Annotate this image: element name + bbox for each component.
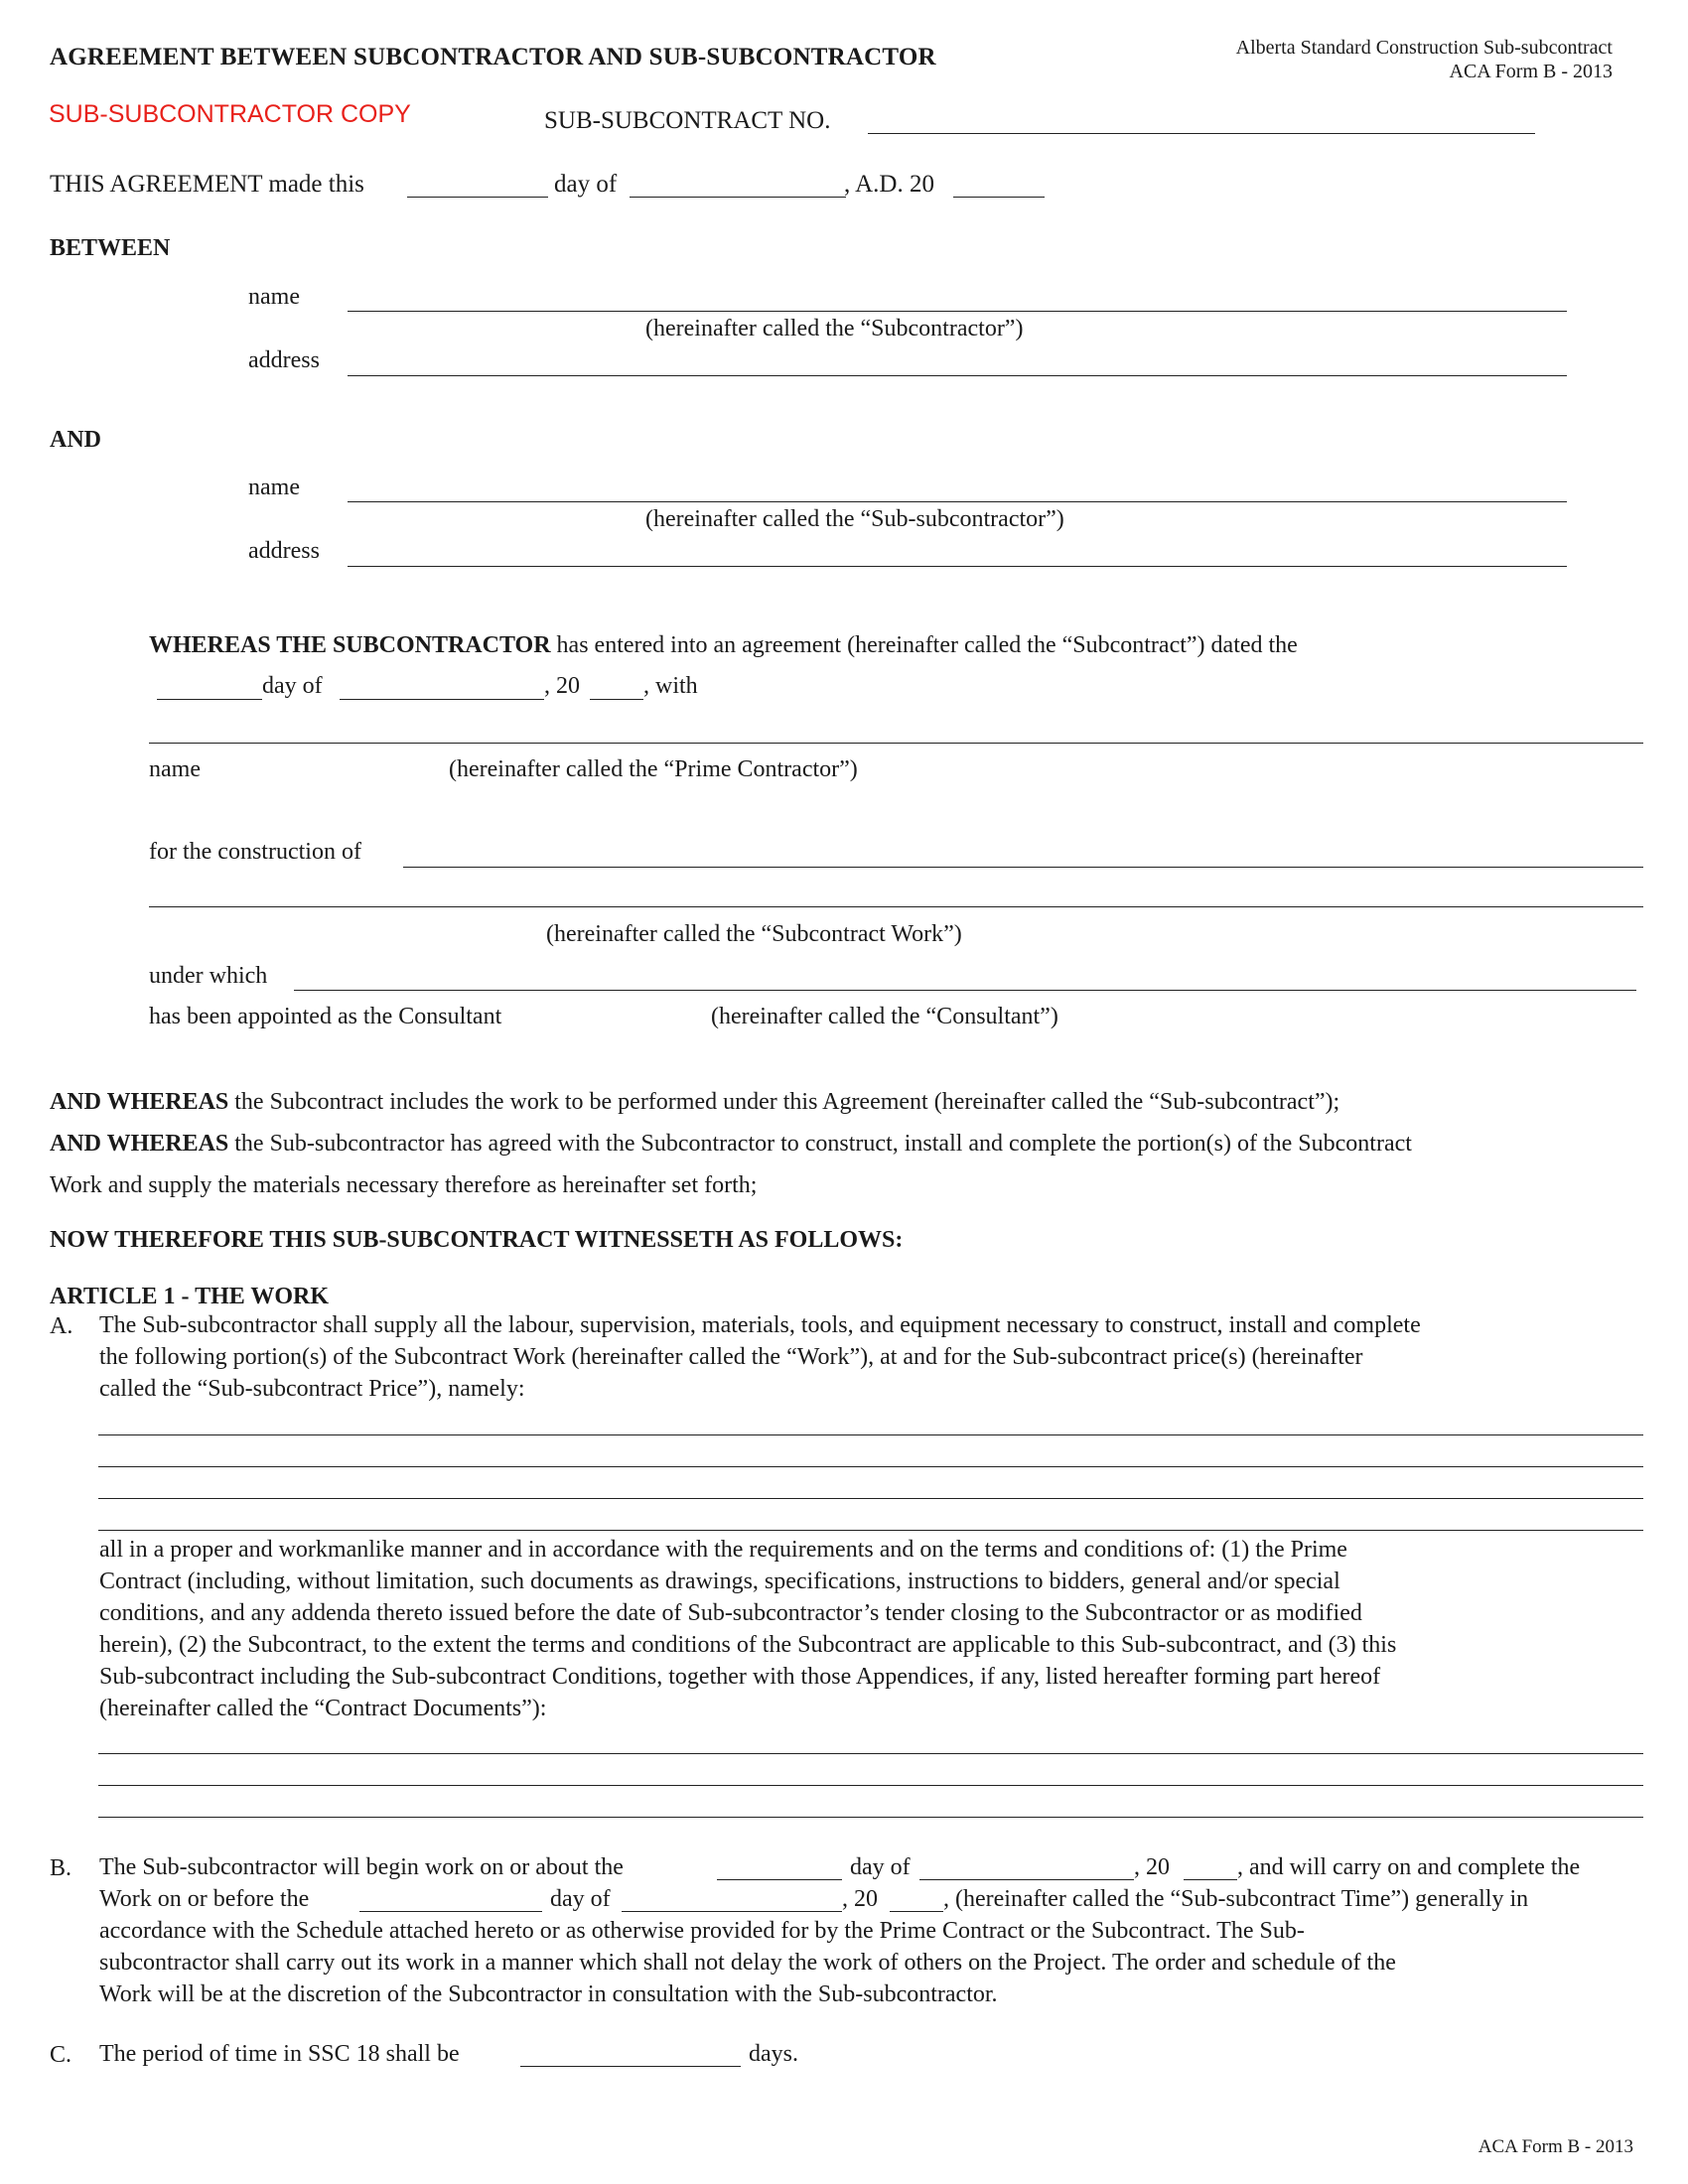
form-number: ACA Form B - 2013 <box>1449 61 1613 82</box>
footer-form-id: ACA Form B - 2013 <box>1477 2136 1633 2157</box>
clause-a2-line-1: all in a proper and workmanlike manner and in accordance with the requirements and on the terms and conditions of: (1) the Prime <box>99 1537 1347 1563</box>
document-title: AGREEMENT BETWEEN SUBCONTRACTOR AND SUB-SUBCONTRACTOR <box>50 44 936 70</box>
clause-b-line-1b: day of <box>850 1854 911 1880</box>
completion-day-field[interactable] <box>359 1911 542 1912</box>
subcontractor-caption: (hereinafter called the “Subcontractor”) <box>645 316 1024 341</box>
recital-1 <box>50 1086 1339 1118</box>
clause-b-line-2b: day of <box>550 1886 611 1912</box>
clause-a-line-2: the following portion(s) of the Subcontract Work (hereinafter called the “Work”), at and for the Sub-subcontract price(s) (hereinafter <box>99 1344 1363 1370</box>
consultant-name-field[interactable] <box>294 990 1636 991</box>
agreement-year-label: , A.D. 20 <box>844 171 934 198</box>
clause-b-line-4: subcontractor shall carry out its work in a manner which shall not delay the work of others on the Project. The order and schedule of the <box>99 1950 1396 1976</box>
witnesseth-heading: NOW THEREFORE THIS SUB-SUBCONTRACT WITNESSETH AS FOLLOWS: <box>50 1227 904 1253</box>
recital-2-continued: Work and supply the materials necessary therefore as hereinafter set forth; <box>50 1172 758 1198</box>
prime-contractor-name-field[interactable] <box>149 743 1643 744</box>
contract-no-label: SUB-SUBCONTRACT NO. <box>544 107 831 134</box>
sub-subcontractor-address-field[interactable] <box>348 566 1567 567</box>
subcontractor-address-label: address <box>248 347 320 373</box>
clause-b-line-1d: , and will carry on and complete the <box>1237 1854 1581 1880</box>
and-heading: AND <box>50 427 101 453</box>
under-which-label: under which <box>149 963 268 989</box>
construction-of-field[interactable] <box>403 867 1643 868</box>
completion-year-field[interactable] <box>890 1911 943 1912</box>
construction-of-label: for the construction of <box>149 839 361 865</box>
subcontract-month-field[interactable] <box>340 699 544 700</box>
clause-a2-line-5: Sub-subcontract including the Sub-subcontract Conditions, together with those Appendices, if any, listed hereafter forming part hereof <box>99 1664 1381 1690</box>
subcontractor-address-field[interactable] <box>348 375 1567 376</box>
clause-b-line-2a: Work on or before the <box>99 1886 310 1912</box>
clause-c-marker: C. <box>50 2042 72 2068</box>
clause-b-marker: B. <box>50 1855 72 1881</box>
subcontract-year-field[interactable] <box>590 699 643 700</box>
contract-documents-line-3[interactable] <box>98 1817 1643 1818</box>
clause-a-marker: A. <box>50 1313 73 1339</box>
clause-a2-line-3: conditions, and any addenda thereto issued before the date of Sub-subcontractor’s tender closing to the Subcontractor or as modified <box>99 1600 1362 1626</box>
subcontract-work-caption: (hereinafter called the “Subcontract Work”) <box>546 921 962 947</box>
clause-a-line-1: The Sub-subcontractor shall supply all the labour, supervision, materials, tools, and equipment necessary to construct, install and complete <box>99 1312 1421 1338</box>
subcontractor-name-label: name <box>248 284 300 310</box>
whereas-text: has entered into an agreement (hereinafter called the “Subcontract”) dated the <box>550 632 1298 658</box>
article-1-heading: ARTICLE 1 - THE WORK <box>50 1284 329 1309</box>
work-description-line-2[interactable] <box>98 1466 1643 1467</box>
subcontract-year-label: , 20 <box>544 673 580 699</box>
recital-2 <box>50 1128 1412 1160</box>
agreement-year-field[interactable] <box>953 197 1045 198</box>
sub-subcontractor-address-label: address <box>248 538 320 564</box>
start-day-field[interactable] <box>717 1879 842 1880</box>
clause-a-line-3: called the “Sub-subcontract Price”), namely: <box>99 1376 525 1402</box>
whereas-lead: WHEREAS THE SUBCONTRACTOR <box>149 632 551 658</box>
clause-c-text-b: days. <box>749 2041 798 2067</box>
whereas-line <box>149 632 1298 659</box>
agreement-made-label: THIS AGREEMENT made this <box>50 171 364 198</box>
agreement-day-field[interactable] <box>407 197 548 198</box>
construction-of-field-2[interactable] <box>149 906 1643 907</box>
agreement-month-field[interactable] <box>630 197 846 198</box>
recital-2-text: the Sub-subcontractor has agreed with the Subcontractor to construct, install and complete the portion(s) of the Subcontract <box>228 1131 1412 1157</box>
standard-name: Alberta Standard Construction Sub-subcontract <box>1235 37 1613 59</box>
recital-1-lead: AND WHEREAS <box>50 1089 229 1115</box>
clause-a2-line-4: herein), (2) the Subcontract, to the extent the terms and conditions of the Subcontract are applicable to this Sub-subcontract, and (3) this <box>99 1632 1397 1658</box>
form-standard-block <box>1236 36 1613 83</box>
subcontract-day-field[interactable] <box>157 699 262 700</box>
start-month-field[interactable] <box>919 1879 1134 1880</box>
work-description-line-3[interactable] <box>98 1498 1643 1499</box>
clause-b-line-2d: , (hereinafter called the “Sub-subcontract Time”) generally in <box>943 1886 1529 1912</box>
sub-subcontractor-name-label: name <box>248 475 300 500</box>
consultant-caption: (hereinafter called the “Consultant”) <box>711 1004 1058 1029</box>
clause-b-line-2c: , 20 <box>842 1886 878 1912</box>
work-description-line-4[interactable] <box>98 1530 1643 1531</box>
clause-b-line-5: Work will be at the discretion of the Subcontractor in consultation with the Sub-subcontractor. <box>99 1981 998 2007</box>
subcontractor-name-field[interactable] <box>348 311 1567 312</box>
sub-subcontractor-caption: (hereinafter called the “Sub-subcontractor”) <box>645 506 1064 532</box>
contract-documents-line-1[interactable] <box>98 1753 1643 1754</box>
appointed-consultant-label: has been appointed as the Consultant <box>149 1004 502 1029</box>
copy-label: SUB-SUBCONTRACTOR COPY <box>49 100 411 128</box>
contract-no-field[interactable] <box>868 133 1535 134</box>
prime-contractor-caption: (hereinafter called the “Prime Contractor”) <box>449 756 858 782</box>
between-heading: BETWEEN <box>50 235 171 261</box>
clause-b-line-3: accordance with the Schedule attached hereto or as otherwise provided for by the Prime Contract or the Subcontract. The Sub- <box>99 1918 1305 1944</box>
clause-c-text-a: The period of time in SSC 18 shall be <box>99 2041 460 2067</box>
clause-a2-line-6: (hereinafter called the “Contract Documents”): <box>99 1696 547 1721</box>
recital-1-text: the Subcontract includes the work to be performed under this Agreement (hereinafter called the “Sub-subcontract”); <box>228 1089 1340 1115</box>
start-year-field[interactable] <box>1184 1879 1237 1880</box>
sub-subcontractor-name-field[interactable] <box>348 501 1567 502</box>
clause-b-line-1c: , 20 <box>1134 1854 1170 1880</box>
subcontract-with-label: , with <box>643 673 698 699</box>
clause-a2-line-2: Contract (including, without limitation, such documents as drawings, specifications, instructions to bidders, general and/or special <box>99 1569 1340 1594</box>
recital-2-lead: AND WHEREAS <box>50 1131 229 1157</box>
subcontract-day-of-label: day of <box>262 673 323 699</box>
work-description-line-1[interactable] <box>98 1434 1643 1435</box>
contract-documents-line-2[interactable] <box>98 1785 1643 1786</box>
period-days-field[interactable] <box>520 2066 741 2067</box>
prime-contractor-name-label: name <box>149 756 201 782</box>
completion-month-field[interactable] <box>622 1911 842 1912</box>
agreement-day-of-label: day of <box>554 171 618 198</box>
clause-b-line-1a: The Sub-subcontractor will begin work on or about the <box>99 1854 624 1880</box>
